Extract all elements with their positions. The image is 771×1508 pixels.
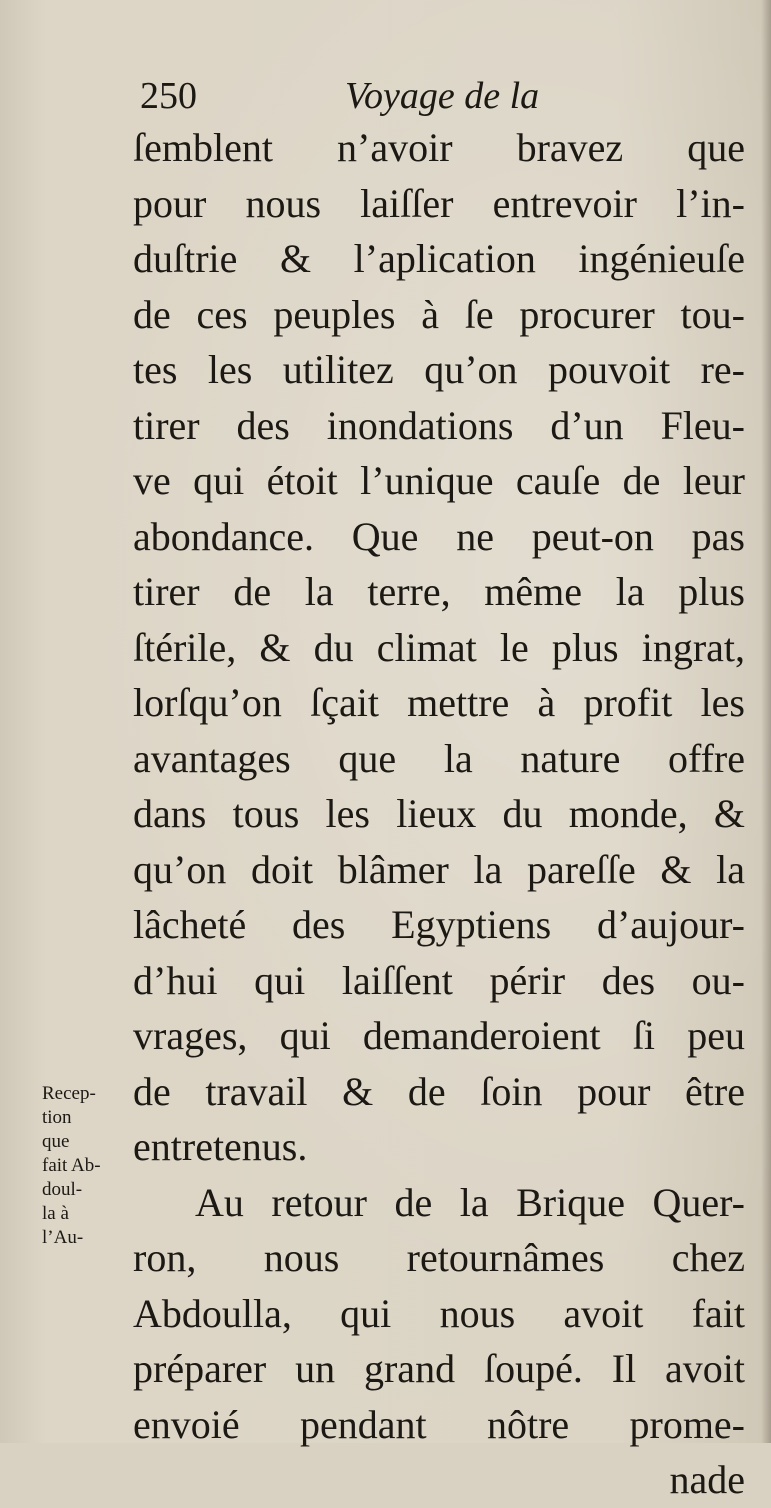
margin-note-line: l’Au- [42, 1227, 84, 1248]
margin-note [42, 1082, 134, 1250]
margin-note-line: fait Ab- [42, 1155, 101, 1176]
text-line: ron, nous retournâmes chez [133, 1235, 745, 1280]
margin-note-line: Recep- [42, 1083, 96, 1104]
text-line: de ces peuples à ſe procurer tou- [133, 291, 745, 337]
text-line: tirer des inondations d’un Fleu- [133, 402, 745, 448]
text-line: ve qui étoit l’unique cauſe de leur [133, 458, 745, 503]
margin-note-line: doul- [42, 1179, 83, 1200]
text-line: entretenus. [133, 1124, 308, 1169]
text-line: Abdoulla, qui nous avoit fait [133, 1290, 745, 1336]
text-line: ſtérile, & du climat le plus ingrat, [133, 624, 745, 670]
text-line: préparer un grand ſoupé. Il avoit [133, 1346, 745, 1391]
body-text [133, 120, 745, 1508]
text-line: de travail & de ſoin pour être [133, 1068, 745, 1114]
text-line: avantages que la nature offre [133, 735, 745, 781]
margin-note-line: tion [42, 1107, 72, 1128]
text-line: qu’on doit blâmer la pareſſe & la [133, 846, 745, 892]
catchword: nade [669, 1457, 745, 1502]
text-line: d’hui qui laiſſent périr des ou- [133, 957, 745, 1003]
running-head: Voyage de la [345, 75, 540, 117]
text-line: lorſqu’on ſçait mettre à profit les [133, 680, 745, 725]
text-line: envoié pendant nôtre prome- [133, 1401, 745, 1447]
text-line: tes les utilitez qu’on pouvoit re- [133, 347, 745, 392]
text-line: lâcheté des Egyptiens d’aujour- [133, 902, 745, 947]
paragraph-start-line: Au retour de la Brique Quer- [195, 1179, 745, 1225]
text-line: duſtrie & l’aplication ingénieuſe [133, 236, 745, 281]
margin-note-line: que [42, 1131, 70, 1152]
text-line: pour nous laiſſer entrevoir l’in- [133, 180, 745, 226]
page-number: 250 [140, 75, 197, 117]
text-line: abondance. Que ne peut-on pas [133, 513, 745, 559]
text-line: ſemblent n’avoir bravez que [133, 125, 745, 170]
text-line: dans tous les lieux du monde, & [133, 791, 745, 836]
text-line: vrages, qui demanderoient ſi peu [133, 1013, 745, 1058]
margin-note-line: la à [42, 1203, 69, 1224]
page-edge-shadow [761, 0, 771, 1443]
text-line: tirer de la terre, même la plus [133, 569, 745, 614]
